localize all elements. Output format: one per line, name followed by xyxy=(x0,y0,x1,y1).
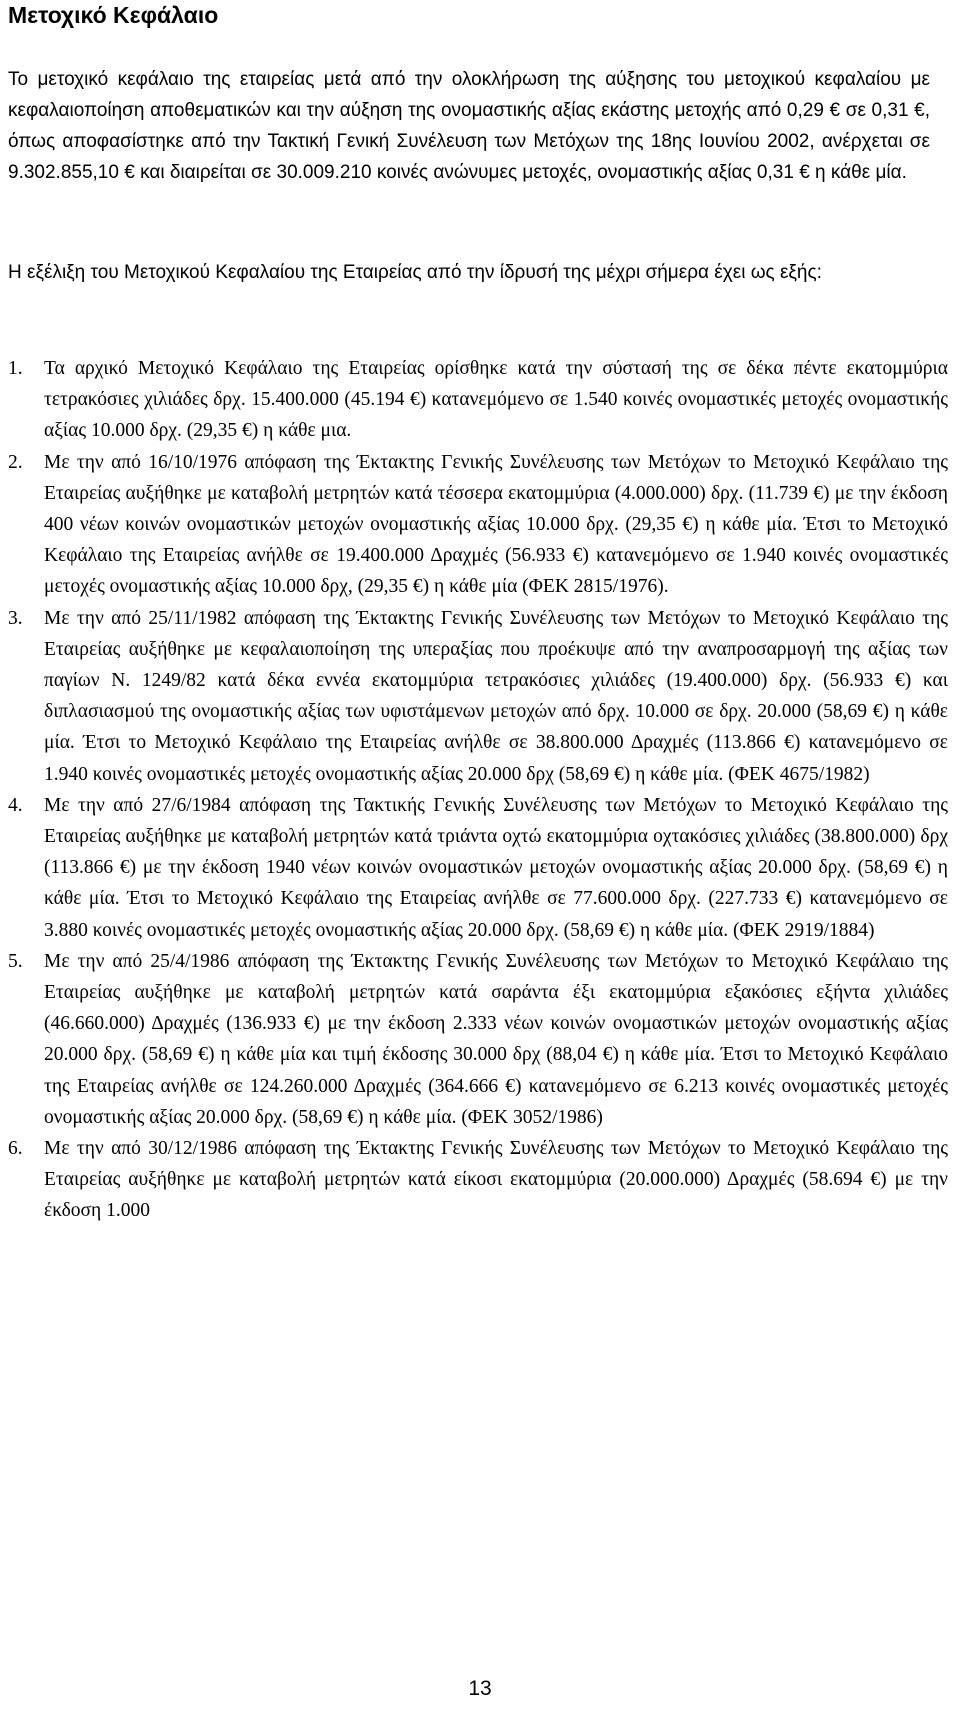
section-heading: Μετοχικό Κεφάλαιο xyxy=(8,2,219,28)
list-item-text: Με την από 27/6/1984 απόφαση της Τακτικής Γενικής Συνέλευσης των Μετόχων το Μετοχικό Κεφάλαιο της Εταιρείας αυξήθηκε με καταβολή μετρητών κατά τριάντα οχτώ εκατομμύρια οχτακόσιες χιλιάδες (38.800.000) δρχ (113.866 €) με την έκδοση 1940 νέων κοινών ονομαστικών μετοχών ονομαστικής αξίας 20.000 δρχ. (58,69 €) η κάθε μία. Έτσι το Μετοχικό Κεφάλαιο της Εταιρείας ανήλθε σε 77.600.000 δρχ. (227.733 €) κατανεμόμενο σε 3.880 κοινές ονομαστικές μετοχές ονομαστικής αξίας 20.000 δρχ. (58,69 €) η κάθε μία. (ΦΕΚ 2919/1884) xyxy=(44,794,948,941)
evolution-intro-paragraph: Η εξέλιξη του Μετοχικού Κεφαλαίου της Εταιρείας από την ίδρυσή της μέχρι σήμερα έχει ως εξής: xyxy=(8,262,822,283)
list-item xyxy=(8,790,948,946)
intro-paragraph: Το μετοχικό κεφάλαιο της εταιρείας μετά από την ολοκλήρωση της αύξησης του μετοχικού κεφαλαίου με κεφαλαιοποίηση αποθεματικών και την αύξηση της ονομαστικής αξίας εκάστης μετοχής από 0,29 € σε 0,31 €, όπως αποφασίστηκε από την Τακτική Γενική Συνέλευση των Μετόχων της 18ης Ιουνίου 2002, ανέρχεται σε 9.302.855,10 € και διαιρείται σε 30.009.210 κοινές ανώνυμες μετοχές, ονομαστικής αξίας 0,31 € η κάθε μία. xyxy=(8,69,930,183)
page-number: 13 xyxy=(468,1677,492,1700)
list-item-text: Με την από 16/10/1976 απόφαση της Έκτακτης Γενικής Συνέλευσης των Μετόχων το Μετοχικό Κεφάλαιο της Εταιρείας αυξήθηκε με καταβολή μετρητών κατά τέσσερα εκατομμύρια (4.000.000) δρχ. (11.739 €) με την έκδοση 400 νέων κοινών ονομαστικών μετοχών ονομαστικής αξίας 10.000 δρχ. (29,35 €) η κάθε μία. Έτσι το Μετοχικό Κεφάλαιο της Εταιρείας ανήλθε σε 19.400.000 Δραχμές (56.933 €) κατανεμόμενο σε 1.940 κοινές ονομαστικές μετοχές ονομαστικής αξίας 10.000 δρχ, (29,35 €) η κάθε μία (ΦΕΚ 2815/1976). xyxy=(44,451,948,598)
list-item-number: 3. xyxy=(8,607,23,629)
list-item-text: Με την από 25/11/1982 απόφαση της Έκτακτης Γενικής Συνέλευσης των Μετόχων το Μετοχικό Κεφάλαιο της Εταιρείας αυξήθηκε με κεφαλαιοποίηση της υπεραξίας που προέκυψε από την αναπροσαρμογή της αξίας των παγίων Ν. 1249/82 κατά δέκα εννέα εκατομμύρια τετρακόσιες χιλιάδες (19.400.000) δρχ. (56.933 €) και διπλασιασμού της ονομαστικής αξίας των υφιστάμενων μετοχών από δρχ. 10.000 σε δρχ. 20.000 (58,69 €) η κάθε μία. Έτσι το Μετοχικό Κεφάλαιο της Εταιρείας ανήλθε σε 38.800.000 Δραχμές (113.866 €) κατανεμόμενο σε 1.940 κοινές ονομαστικές μετοχές ονομαστικής αξίας 20.000 δρχ (58,69 €) η κάθε μία. (ΦΕΚ 4675/1982) xyxy=(44,607,948,785)
list-item-text: Με την από 30/12/1986 απόφαση της Έκτακτης Γενικής Συνέλευσης των Μετόχων το Μετοχικό Κεφάλαιο της Εταιρείας αυξήθηκε με καταβολή μετρητών κατά είκοσι εκατομμύρια (20.000.000) Δραχμές (58.694 €) με την έκδοση 1.000 xyxy=(44,1138,948,1222)
list-item-number: 2. xyxy=(8,451,23,473)
capital-history-list xyxy=(8,353,948,1227)
list-item-number: 6. xyxy=(8,1138,23,1160)
list-item xyxy=(8,1133,948,1227)
list-item-number: 4. xyxy=(8,794,23,816)
list-item-text: Τα αρχικό Μετοχικό Κεφάλαιο της Εταιρείας ορίσθηκε κατά την σύστασή της σε δέκα πέντε εκατομμύρια τετρακόσιες χιλιάδες δρχ. 15.400.000 (45.194 €) κατανεμόμενο σε 1.540 κοινές ονομαστικές μετοχές ονομαστικής αξίας 10.000 δρχ. (29,35 €) η κάθε μια. xyxy=(44,358,948,442)
list-item-text: Με την από 25/4/1986 απόφαση της Έκτακτης Γενικής Συνέλευσης των Μετόχων το Μετοχικό Κεφάλαιο της Εταιρείας αυξήθηκε με καταβολή μετρητών κατά σαράντα έξι εκατομμύρια εξακόσιες εξήντα χιλιάδες (46.660.000) Δραχμές (136.933 €) με την έκδοση 2.333 νέων κοινών ονομαστικών μετοχών ονομαστικής αξίας 20.000 δρχ. (58,69 €) η κάθε μία και τιμή έκδοσης 30.000 δρχ (88,04 €) η κάθε μία. Έτσι το Μετοχικό Κεφάλαιο της Εταιρείας ανήλθε σε 124.260.000 Δραχμές (364.666 €) κατανεμόμενο σε 6.213 κοινές ονομαστικές μετοχές ονομαστικής αξίας 20.000 δρχ. (58,69 €) η κάθε μία. (ΦΕΚ 3052/1986) xyxy=(44,950,948,1128)
list-item xyxy=(8,946,948,1133)
list-item-number: 5. xyxy=(8,950,23,972)
list-item-number: 1. xyxy=(8,358,23,379)
list-item xyxy=(8,353,948,447)
list-item xyxy=(8,447,948,603)
list-item xyxy=(8,603,948,790)
